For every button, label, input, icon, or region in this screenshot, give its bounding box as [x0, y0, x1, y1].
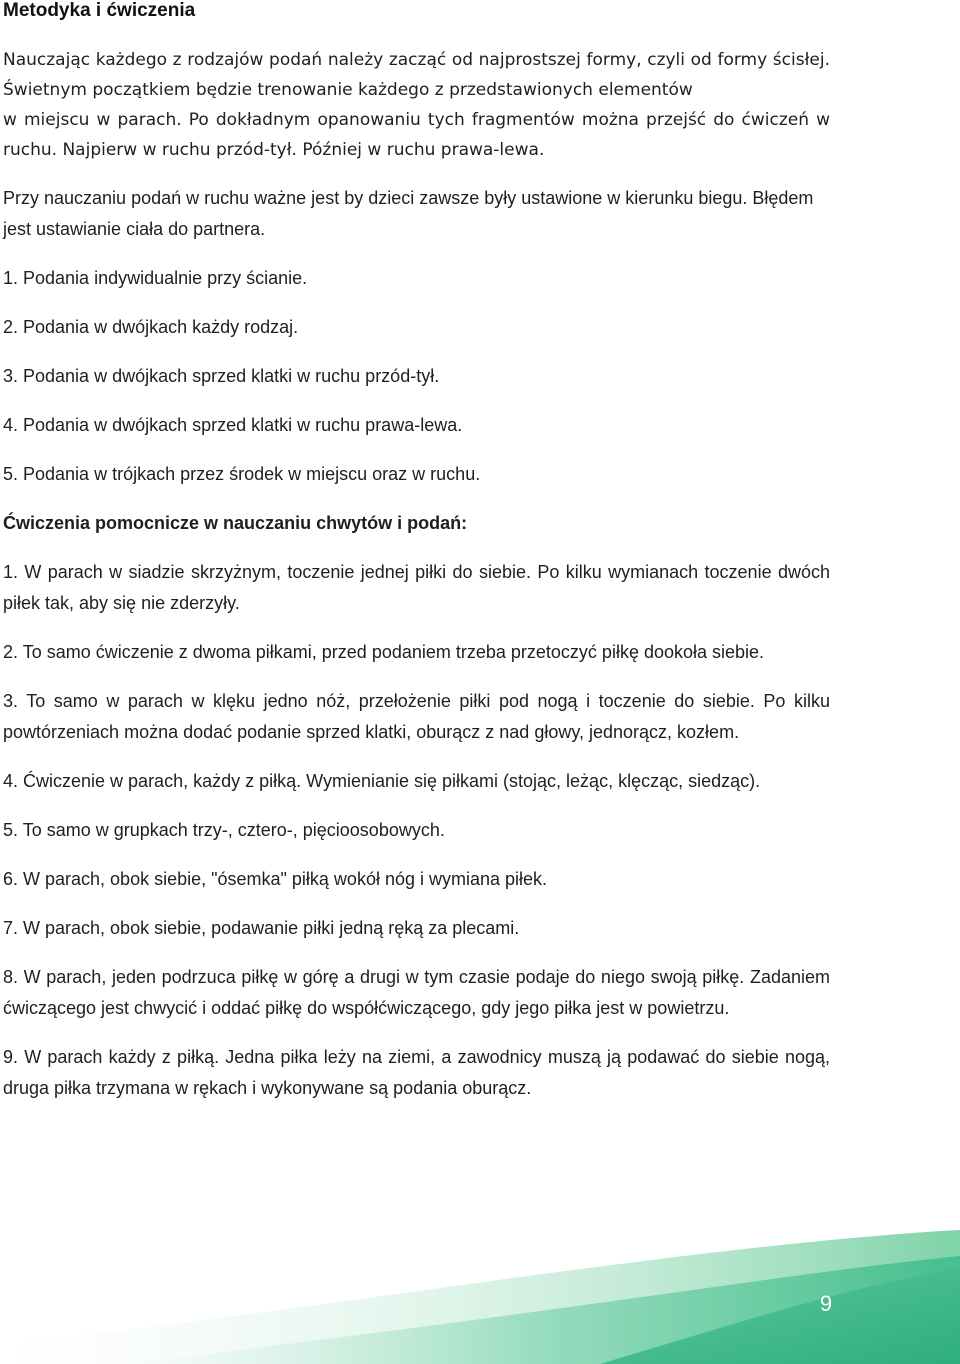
intro-paragraph-1: Nauczając każdego z rodzajów podań należy zacząć od najprostszej formy, czyli od formy ścisłej. Świetnym początkiem będzie trenowanie każdego z przedstawionych elementów [3, 50, 830, 100]
exercise-8: 8. W parach, jeden podrzuca piłkę w górę a drugi w tym czasie podaje do niego swoją piłkę. Zadaniem ćwiczącego jest chwycić i oddać piłkę do współćwiczącego, gdy jego piłka jest w powietrzu. [3, 967, 830, 1018]
page-content [3, 0, 830, 1104]
page-number: 9 [819, 1291, 833, 1316]
exercise-1: 1. W parach w siadzie skrzyżnym, toczenie jednej piłki do siebie. Po kilku wymianach toczenie dwóch piłek tak, aby się nie zderzyły. [3, 562, 830, 613]
exercise-9: 9. W parach każdy z piłką. Jedna piłka leży na ziemi, a zawodnicy muszą ją podawać do siebie nogą, druga piłka trzymana w rękach i wykonywane są podania oburącz. [3, 1047, 830, 1098]
subheading: Ćwiczenia pomocnicze w nauczaniu chwytów i podań: [3, 513, 468, 533]
exercise-4: 4. Ćwiczenie w parach, każdy z piłką. Wymienianie się piłkami (stojąc, leżąc, klęcząc, siedząc). [3, 771, 761, 791]
list1-item-1: 1. Podania indywidualnie przy ścianie. [3, 268, 308, 288]
footer-wave-decoration [0, 1194, 960, 1364]
exercise-3: 3. To samo w parach w klęku jedno nóż, przełożenie piłki pod nogą i toczenie do siebie. Po kilku powtórzeniach można dodać podanie sprzed klatki, oburącz z nad głowy, jednorącz, kozłem. [3, 691, 830, 742]
list1-item-4: 4. Podania w dwójkach sprzed klatki w ruchu prawa-lewa. [3, 415, 463, 435]
note-paragraph: Przy nauczaniu podań w ruchu ważne jest by dzieci zawsze były ustawione w kierunku biegu. Błędem jest ustawianie ciała do partnera. [3, 188, 814, 239]
exercise-7: 7. W parach, obok siebie, podawanie piłki jedną ręką za plecami. [3, 918, 520, 938]
exercise-2: 2. To samo ćwiczenie z dwoma piłkami, przed podaniem trzeba przetoczyć piłkę dookoła siebie. [3, 642, 765, 662]
list1-item-3: 3. Podania w dwójkach sprzed klatki w ruchu przód-tył. [3, 366, 440, 386]
list1-item-5: 5. Podania w trójkach przez środek w miejscu oraz w ruchu. [3, 464, 481, 484]
intro-paragraph-2: w miejscu w parach. Po dokładnym opanowaniu tych fragmentów można przejść do ćwiczeń w ruchu. Najpierw w ruchu przód-tył. Później w ruchu prawa-lewa. [3, 110, 830, 160]
exercise-6: 6. W parach, obok siebie, "ósemka" piłką wokół nóg i wymiana piłek. [3, 869, 548, 889]
page-footer [0, 1194, 960, 1364]
page-title: Metodyka i ćwiczenia [3, 0, 196, 21]
list1-item-2: 2. Podania w dwójkach każdy rodzaj. [3, 317, 299, 337]
exercise-5: 5. To samo w grupkach trzy-, cztero-, pięcioosobowych. [3, 820, 445, 840]
